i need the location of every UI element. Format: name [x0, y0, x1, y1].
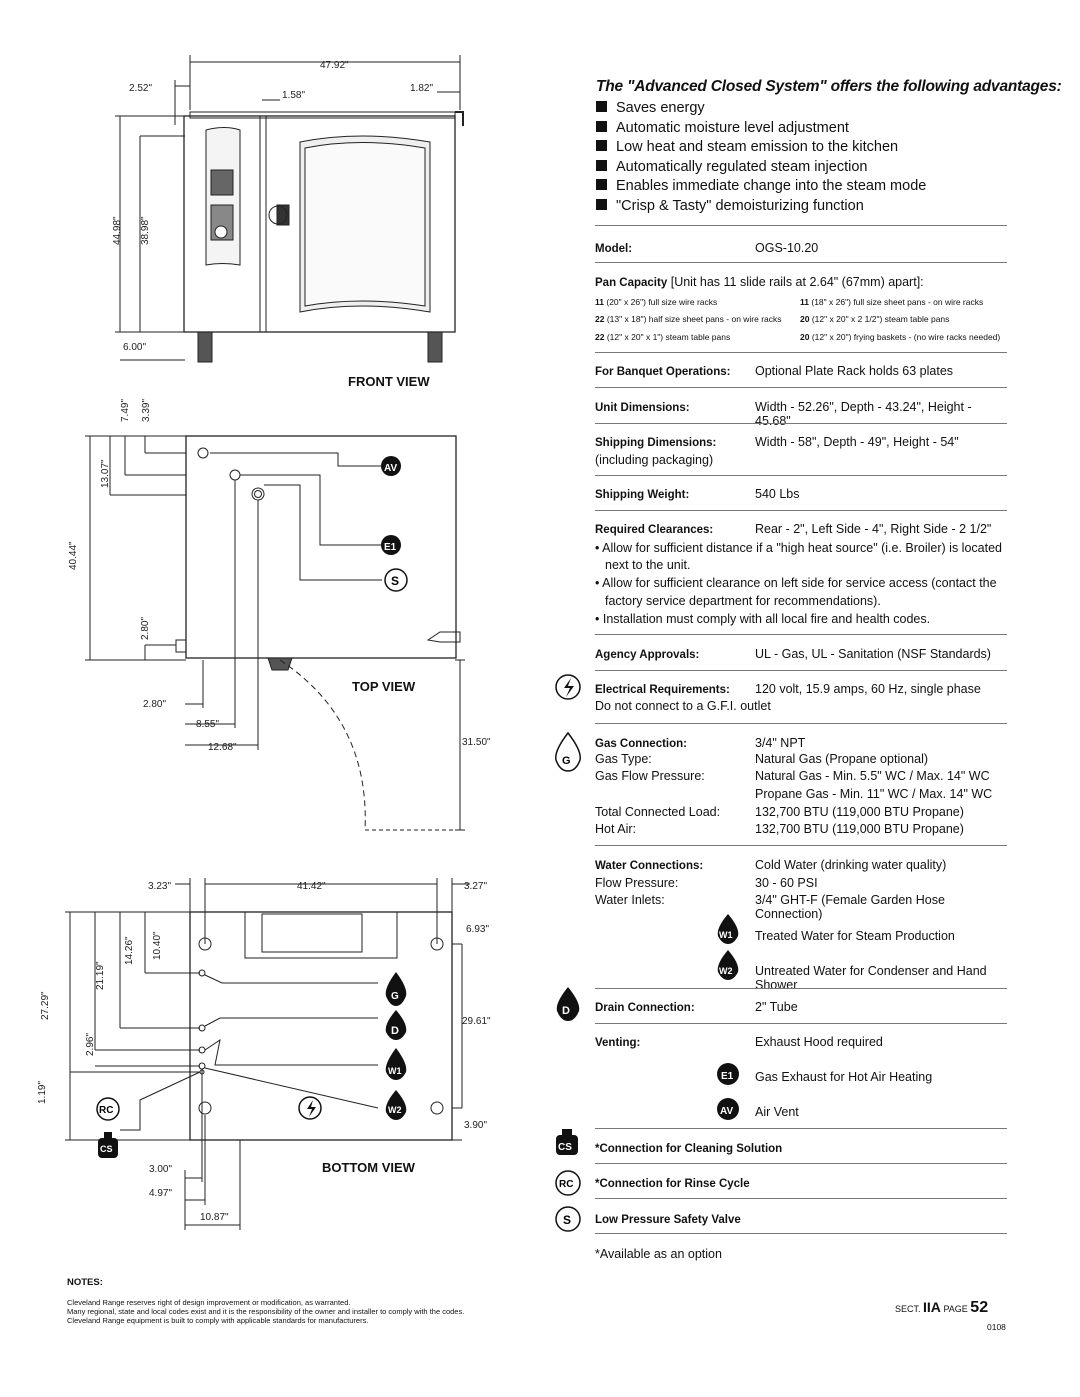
- tcl-row: Total Connected Load: 132,700 BTU (119,000 BTU Propane): [595, 805, 964, 819]
- dim-front-h1: 44.98": [112, 216, 123, 245]
- model-row: Model: OGS-10.20: [595, 241, 819, 255]
- dim-top-e: 2.80": [140, 616, 151, 640]
- svg-text:E1: E1: [721, 1071, 734, 1082]
- gas-flow-row: Gas Flow Pressure: Natural Gas - Min. 5.5" WC / Max. 14" WC: [595, 769, 990, 783]
- dim-front-width: 47.92": [320, 60, 349, 71]
- clearance-bullet: • Allow for sufficient clearance on left side for service access (contact the: [595, 576, 997, 590]
- electrical-row: Electrical Requirements: 120 volt, 15.9 amps, 60 Hz, single phase: [595, 682, 981, 696]
- svg-text:AV: AV: [384, 463, 398, 474]
- clearance-bullet-cont: next to the unit.: [605, 558, 691, 572]
- electric-icon: [299, 1097, 321, 1119]
- dim-front-h2: 38.98": [140, 216, 151, 245]
- pan-row: 11 (20" x 26") full size wire racks 11 (18" x 26") full size sheet pans - on wire racks: [595, 297, 984, 307]
- w1-spec-icon: [718, 914, 739, 944]
- clearance-bullet: • Installation must comply with all local fire and health codes.: [595, 612, 931, 626]
- dim-bot-l: 3.90": [464, 1120, 488, 1131]
- svg-text:AV: AV: [720, 1106, 734, 1117]
- water-row: Water Connections: Cold Water (drinking water quality): [595, 858, 947, 872]
- drain-row: Drain Connection: 2" Tube: [595, 1000, 798, 1014]
- inlet-row: Water Inlets: 3/4" GHT-F (Female Garden Hose Connection): [595, 893, 945, 921]
- dim-top-i: 31.50": [462, 737, 491, 748]
- section-footer: SECT. IIA PAGE 52: [895, 1299, 989, 1316]
- advantages-list: [596, 99, 926, 216]
- dim-top-g: 8.55": [196, 719, 220, 730]
- dim-top-d: 40.44": [68, 541, 79, 570]
- dim-top-c: 13.07": [100, 459, 111, 488]
- footer-code: 0108: [987, 1322, 1006, 1332]
- agency-row: Agency Approvals: UL - Gas, UL - Sanitation (NSF Standards): [595, 647, 991, 661]
- dim-bot-k: 29.61": [462, 1016, 491, 1027]
- svg-text:W2: W2: [388, 1105, 402, 1115]
- unit-dim-row: Unit Dimensions: Width - 52.26", Depth - 43.24", Height - 45.68": [595, 400, 972, 428]
- s-icon: [385, 569, 407, 591]
- svg-text:CS: CS: [558, 1142, 572, 1153]
- svg-text:E1: E1: [384, 542, 397, 553]
- svg-text:RC: RC: [99, 1105, 114, 1116]
- dim-bot-a: 3.23": [148, 881, 172, 892]
- svg-text:CS: CS: [100, 1144, 113, 1154]
- dim-bot-e: 27.29": [40, 991, 51, 1020]
- option-note: *Available as an option: [595, 1247, 722, 1261]
- spec-icons: [550, 665, 590, 1265]
- dim-front-l3: 1.82": [410, 83, 434, 94]
- s-spec-icon: [556, 1207, 580, 1231]
- w2-spec-icon: [718, 950, 739, 980]
- clearance-bullet-cont: factory service department for recommendations).: [605, 594, 881, 608]
- dim-bot-g: 14.26": [124, 936, 135, 965]
- dim-top-b: 3.39": [141, 398, 152, 422]
- gas-type-row: Gas Type: Natural Gas (Propane optional): [595, 752, 929, 766]
- clearance-bullet: • Allow for sufficient distance if a "high heat source" (i.e. Broiler) is located: [595, 541, 1002, 555]
- rc-row: *Connection for Rinse Cycle: [595, 1178, 750, 1190]
- electrical-sub: Do not connect to a G.F.I. outlet: [595, 699, 771, 713]
- dim-front-l1: 2.52": [129, 83, 153, 94]
- dim-bot-j: 1.19": [37, 1080, 48, 1104]
- gas-row: Gas Connection: 3/4" NPT: [595, 736, 806, 750]
- s-row: Low Pressure Safety Valve: [595, 1214, 741, 1226]
- drain-spec-icon: [557, 987, 580, 1021]
- note-line: Cleveland Range equipment is built to comply with applicable standards for manufacturers.: [67, 1316, 369, 1325]
- svg-text:S: S: [391, 574, 400, 588]
- svg-text:W1: W1: [719, 930, 733, 940]
- svg-text:S: S: [563, 1213, 572, 1227]
- notes-body: [67, 1298, 587, 1325]
- av-icon: [381, 456, 401, 476]
- ship-dim-sub: (including packaging): [595, 453, 714, 467]
- dim-bot-d: 6.93": [466, 924, 490, 935]
- dim-top-h: 12.68": [208, 742, 237, 753]
- gas-spec-icon: [556, 733, 581, 771]
- cs-row: *Connection for Cleaning Solution: [595, 1143, 783, 1155]
- w1-icon: [386, 1048, 407, 1080]
- dim-bot-c: 3.27": [464, 881, 488, 892]
- av-spec-icon: [717, 1098, 739, 1120]
- dim-front-foot: 6.00": [123, 342, 147, 353]
- drawings: [0, 0, 560, 1240]
- pan-capacity: Pan Capacity [Unit has 11 slide rails at 2.64" (67mm) apart]:: [595, 275, 924, 289]
- hot-air-row: Hot Air: 132,700 BTU (119,000 BTU Propane): [595, 822, 964, 836]
- dim-front-l2: 1.58": [282, 90, 306, 101]
- dim-bot-o: 10.87": [200, 1212, 229, 1223]
- bottom-view-label: BOTTOM VIEW: [322, 1160, 415, 1175]
- dim-bot-n: 4.97": [149, 1188, 173, 1199]
- rc-spec-icon: [556, 1171, 580, 1195]
- svg-text:D: D: [562, 1005, 570, 1017]
- venting-row: Venting: Exhaust Hood required: [595, 1035, 883, 1049]
- cs-spec-icon: [556, 1129, 578, 1155]
- top-view-label: TOP VIEW: [352, 679, 416, 694]
- advantage-item: "Crisp & Tasty" demoisturizing function: [596, 197, 926, 217]
- pan-row: 22 (13" x 18") half size sheet pans - on wire racks 20 (12" x 20" x 2 1/2") steam table pans: [595, 314, 950, 324]
- d-icon: [386, 1010, 407, 1040]
- dim-bot-i: 2.96": [85, 1032, 96, 1056]
- pan-row: 22 (12" x 20" x 1") steam table pans 20 (12" x 20") frying baskets - (no wire racks needed): [595, 332, 1001, 342]
- g-icon: [386, 972, 407, 1006]
- ship-dim-row: Shipping Dimensions: Width - 58", Depth - 49", Height - 54": [595, 435, 959, 449]
- svg-text:G: G: [391, 991, 399, 1002]
- dim-bot-b: 41.42": [297, 881, 326, 892]
- clearance-row: Required Clearances: Rear - 2", Left Side - 4", Right Side - 2 1/2": [595, 522, 992, 536]
- note-line: Many regional, state and local codes exist and it is the responsibility of the owner and installer to comply with the codes.: [67, 1307, 465, 1316]
- flow-row: Flow Pressure: 30 - 60 PSI: [595, 876, 818, 890]
- advantage-item: Enables immediate change into the steam mode: [596, 177, 926, 197]
- front-view-label: FRONT VIEW: [348, 374, 430, 389]
- svg-text:W2: W2: [719, 966, 733, 976]
- cs-icon: [98, 1132, 118, 1158]
- dim-bot-m: 3.00": [149, 1164, 173, 1175]
- electric-spec-icon: [556, 675, 580, 699]
- rc-icon: [97, 1098, 119, 1120]
- svg-text:W1: W1: [388, 1066, 402, 1076]
- dim-top-f: 2.80": [143, 699, 167, 710]
- dim-bot-h: 10.40": [152, 931, 163, 960]
- advantage-item: Automatic moisture level adjustment: [596, 119, 926, 139]
- banquet-row: For Banquet Operations: Optional Plate Rack holds 63 plates: [595, 364, 954, 378]
- w2-icon: [386, 1090, 407, 1120]
- advantage-item: Low heat and steam emission to the kitchen: [596, 138, 926, 158]
- advantage-item: Saves energy: [596, 99, 926, 119]
- svg-text:D: D: [391, 1025, 399, 1037]
- e1-spec-icon: [717, 1063, 739, 1085]
- dim-bot-f: 21.19": [95, 961, 106, 990]
- weight-row: Shipping Weight: 540 Lbs: [595, 487, 800, 501]
- e1-icon: [381, 535, 401, 555]
- dim-top-a: 7.49": [120, 398, 131, 422]
- advantage-item: Automatically regulated steam injection: [596, 158, 926, 178]
- notes-title: NOTES:: [67, 1277, 103, 1288]
- svg-text:G: G: [562, 755, 571, 767]
- note-line: Cleveland Range reserves right of design improvement or modification, as warranted.: [67, 1298, 351, 1307]
- advantages-title: The "Advanced Closed System" offers the following advantages:: [596, 78, 1062, 95]
- svg-text:RC: RC: [559, 1179, 574, 1190]
- water-vent-icons: [712, 912, 744, 1122]
